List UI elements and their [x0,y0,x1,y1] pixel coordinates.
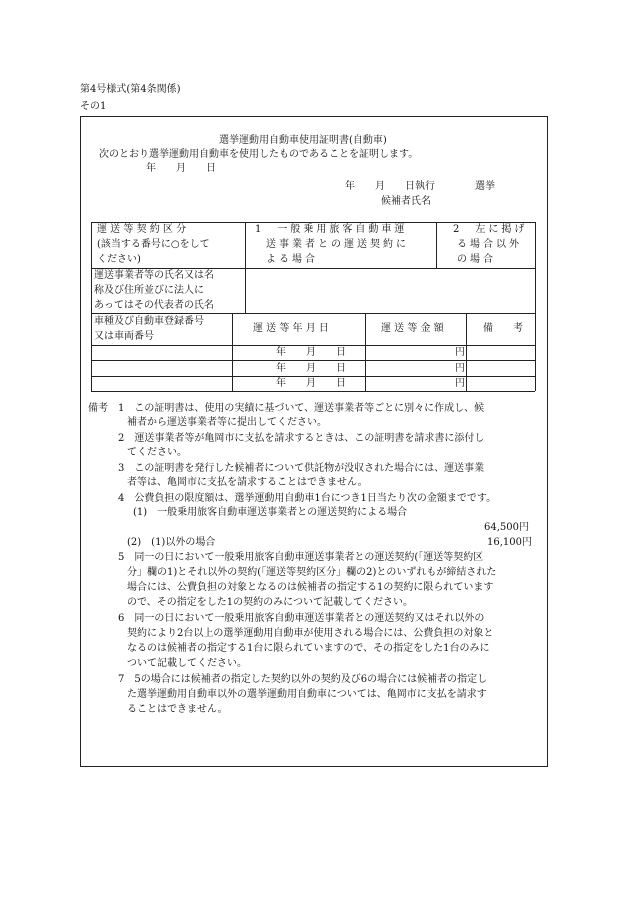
option-2-text: 2 左に掲げ [453,224,528,235]
table-line [91,313,535,314]
form-sub-number: その1 [80,101,107,112]
table-line [365,313,366,391]
option-1-text: 送事業者との運送契約に [266,239,409,250]
row-yen: 円 [455,378,465,389]
option-2-text: の場合 [457,254,496,265]
table-line [91,222,92,391]
contract-type-label: ください) [97,254,141,265]
note-5: 分」欄の1)とそれ以外の契約(「運送等契約区分」欄の2)とのいずれもが締結された [127,567,497,578]
note-1: 1 この証明書は、使用の実績に基づいて、運送事業者等ごとに別々に作成し、候 [118,403,485,414]
column-header-remarks: 備 考 [483,323,523,334]
table-line [436,222,437,268]
contract-type-label: 運 送 等 契 約 区 分 [97,224,187,235]
option-1-text: よる場合 [266,254,318,265]
operator-name-label: あってはその代表者の氏名 [94,300,214,311]
operator-name-label: 運送事業者等の氏名又は名 [94,270,214,281]
remarks-label: 備考 [88,403,108,414]
operator-name-label: 称及び住所並びに法人に [94,285,204,296]
table-line [91,391,535,392]
vehicle-label: 車種及び自動車登録番号 [94,316,204,327]
contract-type-label: (該当する番号に○をして [97,239,210,250]
vehicle-label: 又は車両番号 [94,331,154,342]
table-line [232,313,233,391]
election-date-line: 年 月 日執行 選挙 [345,181,495,192]
note-4: 4 公費負担の限度額は、選挙運動用自動車1台につき1日当たり次の金額までです。 [118,493,497,504]
note-6: ついて記載してください。 [127,658,247,669]
note-7: 7 5の場合には候補者の指定した契約以外の契約及び6の場合には候補者の指定し [118,674,488,685]
option-2-text: る場合以外 [457,239,522,250]
column-header-date: 運 送 等 年 月 日 [253,323,329,334]
note-4-item-1-amount: 64,500円 [484,522,529,533]
issue-date-line: 年 月 日 [146,163,216,174]
table-line [91,360,535,361]
row-date: 年 月 日 [276,347,346,358]
option-1-text: 1 一般乗用旅客自動車運 [255,224,408,235]
note-7: た選挙運動用自動車以外の選挙運動用自動車については、亀岡市に支払を請求す [127,689,487,700]
column-header-amount: 運 送 等 金 額 [381,323,444,334]
note-7: ることはできません。 [127,704,228,715]
note-5: 場合には、公費負担の対象となるのは候補者の指定する1の契約に限られています [127,582,494,593]
note-4-item-2: (2) (1)以外の場合 [127,537,216,548]
table-line [466,313,467,391]
table-line [535,222,536,391]
note-4-item-1: (1) 一般乗用旅客自動車運送事業者との運送契約による場合 [133,507,408,518]
intro-text: 次のとおり選挙運動用自動車を使用したものであることを証明します。 [99,149,419,160]
note-5: ので、その指定をした1の契約のみについて記載してください。 [127,597,413,608]
note-6: なるのは候補者の指定する1台に限られていますので、その指定をした1台のみに [127,643,490,654]
note-1: 補者から運送事業者等に提出してください。 [127,417,327,428]
row-yen: 円 [455,347,465,358]
form-number: 第4号様式(第4条関係) [80,84,181,95]
note-5: 5 同一の日において一般乗用旅客自動車運送事業者との運送契約(「運送等契約区 [118,552,484,563]
table-line [245,222,246,313]
note-4-item-2-amount: 16,100円 [487,537,532,548]
row-date: 年 月 日 [276,363,346,374]
note-3: 3 この証明書を発行した候補者について供託物が没収された場合には、運送事業 [118,463,485,474]
note-2: てください。 [127,447,187,458]
row-yen: 円 [455,363,465,374]
candidate-name-label: 候補者氏名 [381,196,431,207]
note-6: 6 同一の日において一般乗用旅客自動車運送事業者との運送契約又はそれ以外の [118,613,485,624]
note-6: 契約により2台以上の選挙運動用自動車が使用される場合には、公費負担の対象と [127,628,494,639]
document-title: 選挙運動用自動車使用証明書(自動車) [219,135,387,146]
note-2: 2 運送事業者等が亀岡市に支払を請求するときは、この証明書を請求書に添付し [118,433,485,444]
note-3: 者等は、亀岡市に支払を請求することはできません。 [127,477,368,488]
row-date: 年 月 日 [276,378,346,389]
